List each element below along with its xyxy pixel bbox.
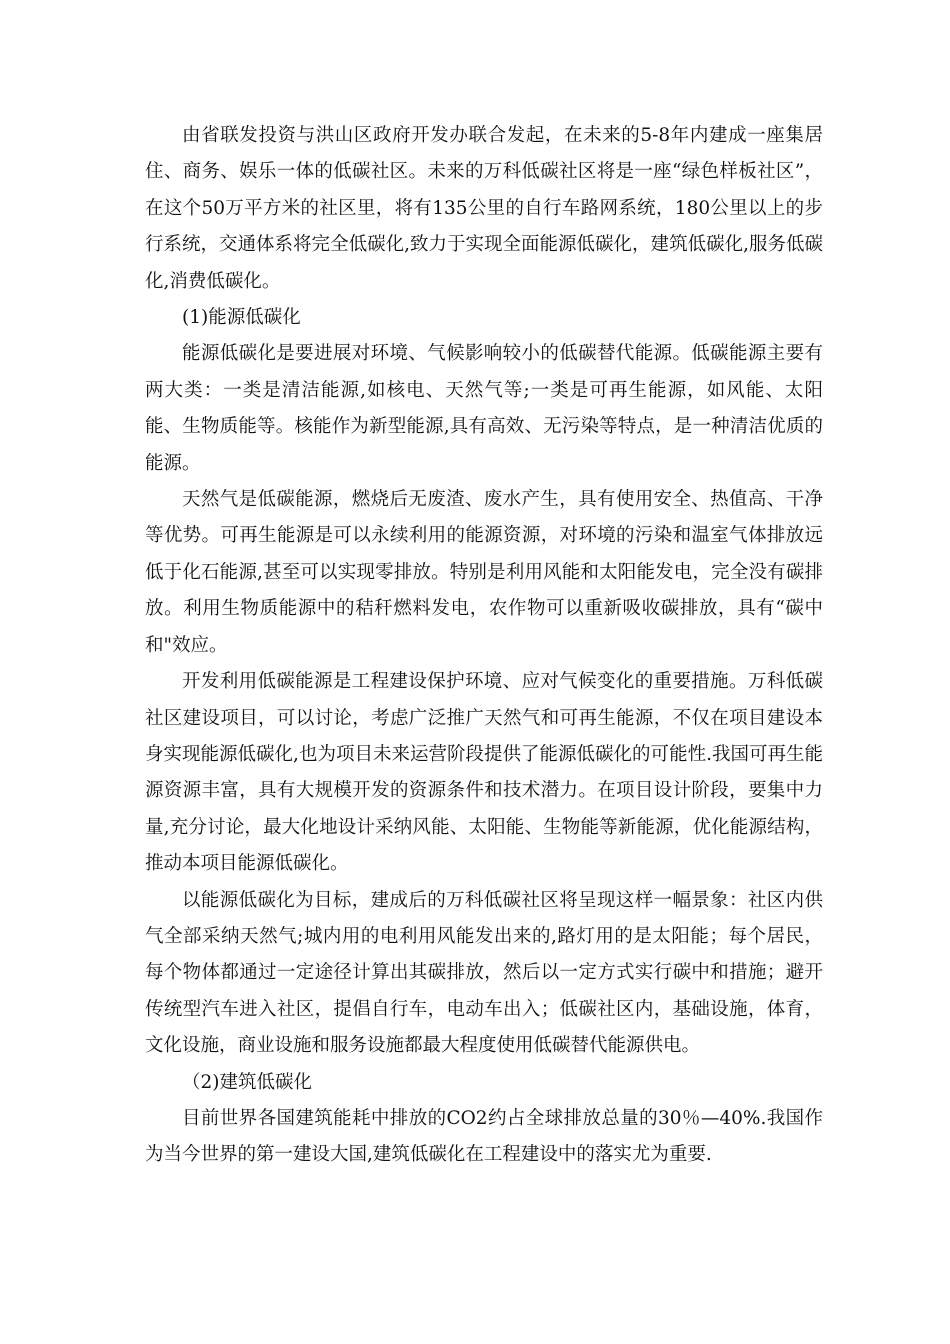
section-heading-energy: (1)能源低碳化 <box>182 307 301 329</box>
section-heading-building: （2)建筑低碳化 <box>182 1071 312 1093</box>
paragraph-building: 目前世界各国建筑能耗中排放的CO2约占全球排放总量的30％—40%.我国作为当今世界的第一建设大国,建筑低碳化在工程建设中的落实尤为重要. <box>145 1107 823 1166</box>
paragraph-energy-types: 能源低碳化是要进展对环境、气候影响较小的低碳替代能源。低碳能源主要有两大类：一类是清洁能源,如核电、天然气等;一类是可再生能源，如风能、太阳能、生物质能等。核能作为新型能源,具有高效、无污染等特点，是一种清洁优质的能源。 <box>145 343 823 474</box>
paragraph-natural-gas: 天然气是低碳能源，燃烧后无废渣、废水产生，具有使用安全、热值高、干净等优势。可再生能源是可以永续利用的能源资源，对环境的污染和温室气体排放远低于化石能源,甚至可以实现零排放。特别是利用风能和太阳能发电，完全没有碳排放。利用生物质能源中的秸秆燃料发电，农作物可以重新吸收碳排放，具有“碳中和"效应。 <box>145 489 823 656</box>
paragraph-intro: 由省联发投资与洪山区政府开发办联合发起，在未来的5-8年内建成一座集居住、商务、娱乐一体的低碳社区。未来的万科低碳社区将是一座“绿色样板社区”，在这个50万平方米的社区里，将有135公里的自行车路网系统，180公里以上的步行系统，交通体系将完全低碳化,致力于实现全面能源低碳化，建筑低碳化,服务低碳化,消费低碳化。 <box>145 125 823 292</box>
paragraph-goal: 以能源低碳化为目标，建成后的万科低碳社区将呈现这样一幅景象：社区内供气全部采纳天然气;城内用的电利用风能发出来的,路灯用的是太阳能；每个居民，每个物体都通过一定途径计算出其碳排放，然后以一定方式实行碳中和措施；避开传统型汽车进入社区，提倡自行车，电动车出入；低碳社区内，基础设施，体育，文化设施，商业设施和服务设施都最大程度使用低碳替代能源供电。 <box>145 889 823 1057</box>
document-body <box>145 118 823 1174</box>
paragraph-development: 开发利用低碳能源是工程建设保护环境、应对气候变化的重要措施。万科低碳社区建设项目，可以讨论，考虑广泛推广天然气和可再生能源，不仅在项目建设本身实现能源低碳化,也为项目未来运营阶段提供了能源低碳化的可能性.我国可再生能源资源丰富，具有大规模开发的资源条件和技术潜力。在项目设计阶段，要集中力量,充分讨论，最大化地设计采纳风能、太阳能、生物能等新能源，优化能源结构，推动本项目能源低碳化。 <box>145 671 823 875</box>
